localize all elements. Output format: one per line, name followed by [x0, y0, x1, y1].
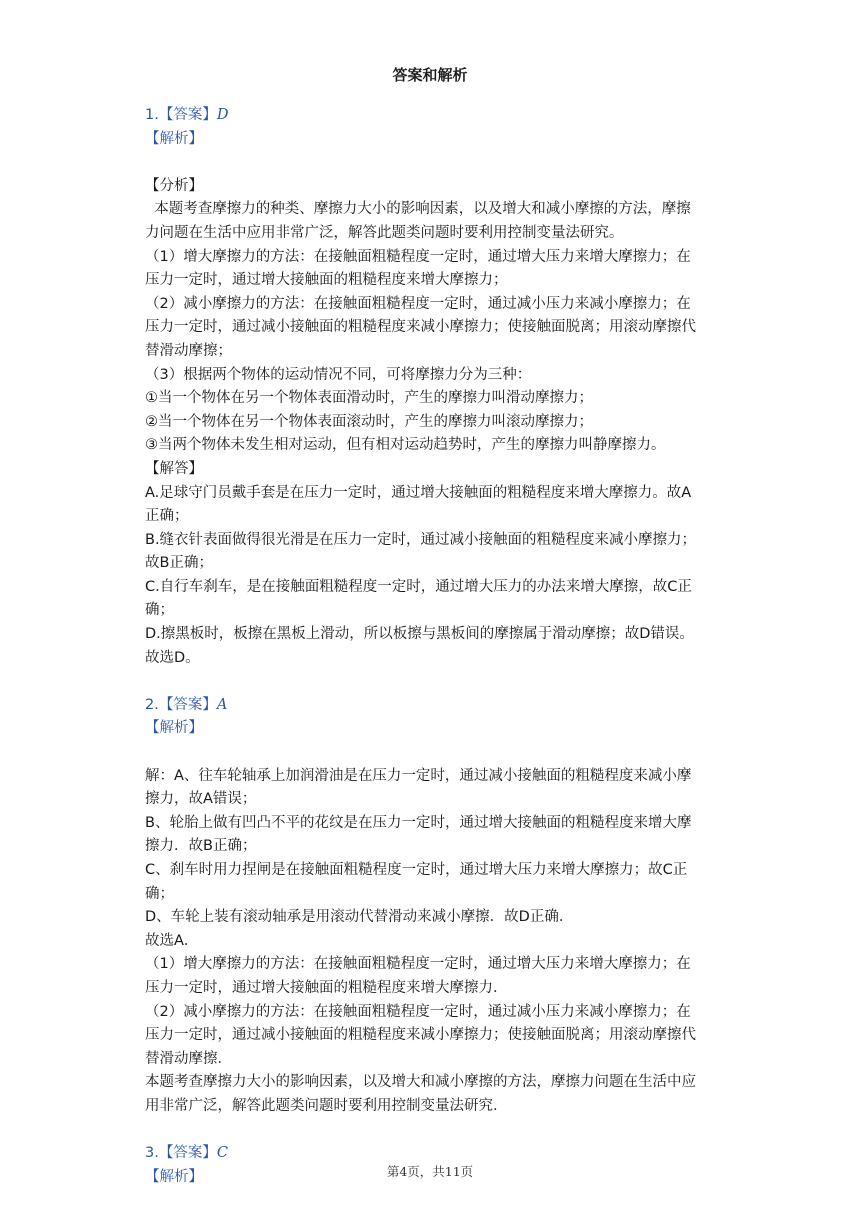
question-number: 1.: [145, 107, 159, 123]
text-line: 正确；: [145, 508, 189, 525]
text-line: [145, 741, 725, 765]
analysis-tag: 【解析】: [145, 720, 203, 737]
text-line: 解：A、往车轮轴承上加润滑油是在压力一定时，通过减小接触面的粗糙程度来减小摩: [145, 767, 692, 784]
text-line: 压力一定时，通过增大接触面的粗糙程度来增大摩擦力．: [145, 979, 508, 996]
question-2: [145, 694, 725, 1119]
answer-value: D: [216, 107, 229, 123]
text-line: [145, 151, 725, 175]
text-line: （1）增大摩擦力的方法：在接触面粗糙程度一定时，通过增大压力来增大摩擦力；在: [145, 956, 691, 973]
text-line: （2）减小摩擦力的方法：在接触面粗糙程度一定时，通过减小压力来减小摩擦力；在: [145, 1003, 691, 1020]
analysis-tag: 【解析】: [145, 1168, 203, 1185]
text-line: 本题考查摩擦力大小的影响因素，以及增大和减小摩擦的方法，摩擦力问题在生活中应: [145, 1074, 696, 1091]
question-number: 2.: [145, 696, 159, 713]
text-line: 压力一定时，通过减小接触面的粗糙程度来减小摩擦力；使接触面脱离；用滚动摩擦代: [145, 319, 696, 336]
text-line: 替滑动摩擦；: [145, 342, 232, 359]
text-line: 本题考查摩擦力的种类、摩擦力大小的影响因素，以及增大和减小摩擦的方法，摩擦: [145, 201, 691, 218]
text-line: （2）减小摩擦力的方法：在接触面粗糙程度一定时，通过减小压力来减小摩擦力；在: [145, 295, 691, 312]
text-line: C.自行车刹车，是在接触面粗糙程度一定时，通过增大压力的办法来增大摩擦，故C正: [145, 578, 692, 595]
text-line: ①当一个物体在另一个物体表面滑动时，产生的摩擦力叫滑动摩擦力；: [145, 390, 593, 407]
page-footer: 第4页，共11页: [386, 1164, 474, 1179]
text-line: 用非常广泛，解答此题类问题时要利用控制变量法研究．: [145, 1097, 508, 1114]
text-line: （3）根据两个物体的运动情况不同，可将摩擦力分为三种：: [145, 366, 532, 383]
text-line: 【解答】: [145, 460, 203, 477]
question-number: 3.: [145, 1145, 159, 1162]
text-line: ②当一个物体在另一个物体表面滚动时，产生的摩擦力叫滚动摩擦力；: [145, 413, 593, 430]
text-line: 力问题在生活中应用非常广泛，解答此题类问题时要利用控制变量法研究。: [145, 224, 624, 241]
analysis-tag: 【解析】: [145, 130, 203, 147]
text-line: 擦力．故B正确；: [145, 838, 257, 855]
answer-value: A: [216, 696, 228, 713]
text-line: 压力一定时，通过增大接触面的粗糙程度来增大摩擦力；: [145, 272, 508, 289]
text-line: 确；: [145, 602, 174, 619]
text-line: A.足球守门员戴手套是在压力一定时，通过增大接触面的粗糙程度来增大摩擦力。故A: [145, 484, 692, 501]
question-1: [145, 104, 725, 670]
text-line: D.擦黑板时，板擦在黑板上滑动，所以板擦与黑板间的摩擦属于滑动摩擦；故D错误。: [145, 626, 694, 643]
text-line: 替滑动摩擦．: [145, 1050, 232, 1067]
text-line: 故选A．: [145, 932, 199, 949]
answer-content: [145, 104, 725, 1189]
answer-line: [145, 694, 725, 718]
text-line: C、刹车时用力捏闸是在接触面粗糙程度一定时，通过增大压力来增大摩擦力；故C正: [145, 862, 688, 878]
answer-tag: 【答案】: [158, 107, 217, 123]
answer-tag: 【答案】: [158, 1145, 217, 1162]
text-line: B.缝衣针表面做得很光滑是在压力一定时，通过减小接触面的粗糙程度来减小摩擦力；: [145, 531, 697, 548]
text-line: 【分析】: [145, 177, 203, 194]
text-line: 确；: [145, 885, 174, 902]
answer-tag: 【答案】: [158, 696, 217, 713]
spacer: [145, 1119, 725, 1143]
text-line: ③当两个物体未发生相对运动，但有相对运动趋势时，产生的摩擦力叫静摩擦力。: [145, 437, 666, 454]
text-line: 压力一定时，通过减小接触面的粗糙程度来减小摩擦力；使接触面脱离；用滚动摩擦代: [145, 1027, 696, 1044]
spacer: [145, 670, 725, 694]
text-line: D、车轮上装有滚动轴承是用滚动代替滑动来减小摩擦．故D正确．: [145, 909, 574, 926]
answer-line: [145, 104, 725, 128]
answer-value: C: [216, 1145, 228, 1162]
text-line: B、轮胎上做有凹凸不平的花纹是在压力一定时，通过增大接触面的粗糙程度来增大摩: [145, 814, 692, 831]
text-line: （1）增大摩擦力的方法：在接触面粗糙程度一定时，通过增大压力来增大摩擦力；在: [145, 248, 691, 265]
text-line: 擦力，故A错误；: [145, 791, 257, 808]
text-line: 故B正确；: [145, 555, 213, 572]
page-title: 答案和解析: [392, 66, 468, 84]
text-line: 故选D。: [145, 649, 200, 666]
